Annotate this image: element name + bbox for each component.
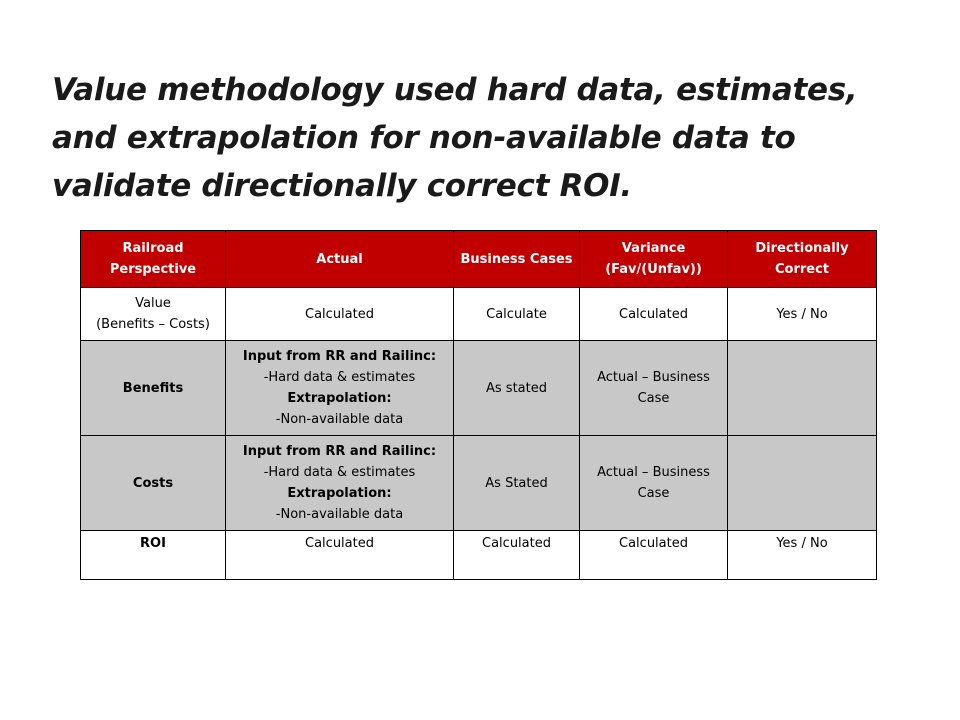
costs-actual-cell bbox=[226, 436, 454, 531]
header-directionally-correct: Directionally Correct bbox=[728, 231, 877, 288]
costs-variance-line1: Actual – Business bbox=[597, 465, 710, 480]
roi-methodology-table bbox=[80, 230, 877, 580]
table-row-value bbox=[81, 288, 877, 341]
row-label-benefits: Benefits bbox=[81, 341, 226, 436]
header-row bbox=[81, 231, 877, 288]
header-business-cases: Business Cases bbox=[454, 231, 580, 288]
costs-actual-line3: Extrapolation: bbox=[287, 486, 392, 501]
header-railroad-perspective: Railroad Perspective bbox=[81, 231, 226, 288]
roi-actual-cell: Calculated bbox=[226, 531, 454, 580]
costs-business-cases-cell: As Stated bbox=[454, 436, 580, 531]
costs-directionally-correct-cell bbox=[728, 436, 877, 531]
value-actual-cell: Calculated bbox=[226, 288, 454, 341]
row-label-value bbox=[81, 288, 226, 341]
costs-actual-line4: -Non-available data bbox=[275, 507, 404, 522]
benefits-business-cases-cell: As stated bbox=[454, 341, 580, 436]
header-variance: Variance (Fav/(Unfav)) bbox=[580, 231, 728, 288]
value-directionally-correct-cell: Yes / No bbox=[728, 288, 877, 341]
costs-variance-line2: Case bbox=[637, 486, 670, 501]
row-label-roi: ROI bbox=[81, 531, 226, 580]
value-label-line2: (Benefits – Costs) bbox=[96, 317, 210, 332]
row-label-costs: Costs bbox=[81, 436, 226, 531]
benefits-actual-line1: Input from RR and Railinc: bbox=[242, 349, 437, 364]
roi-variance-cell: Calculated bbox=[580, 531, 728, 580]
value-label-line1: Value bbox=[135, 296, 171, 311]
roi-business-cases-cell: Calculated bbox=[454, 531, 580, 580]
table-row-roi bbox=[81, 531, 877, 580]
costs-actual-line2: -Hard data & estimates bbox=[263, 465, 416, 480]
value-business-cases-cell: Calculate bbox=[454, 288, 580, 341]
table-row-benefits bbox=[81, 341, 877, 436]
benefits-variance-line2: Case bbox=[637, 391, 670, 406]
roi-directionally-correct-cell: Yes / No bbox=[728, 531, 877, 580]
value-variance-cell: Calculated bbox=[580, 288, 728, 341]
costs-variance-cell bbox=[580, 436, 728, 531]
table-row-costs bbox=[81, 436, 877, 531]
benefits-directionally-correct-cell bbox=[728, 341, 877, 436]
benefits-variance-line1: Actual – Business bbox=[597, 370, 710, 385]
benefits-actual-line2: -Hard data & estimates bbox=[263, 370, 416, 385]
benefits-actual-line4: -Non-available data bbox=[275, 412, 404, 427]
costs-actual-line1: Input from RR and Railinc: bbox=[242, 444, 437, 459]
benefits-actual-line3: Extrapolation: bbox=[287, 391, 392, 406]
benefits-actual-cell bbox=[226, 341, 454, 436]
benefits-variance-cell bbox=[580, 341, 728, 436]
slide-title: Value methodology used hard data, estimates, and extrapolation for non-available data to validate directionally correct ROI. bbox=[52, 72, 858, 204]
header-actual: Actual bbox=[226, 231, 454, 288]
